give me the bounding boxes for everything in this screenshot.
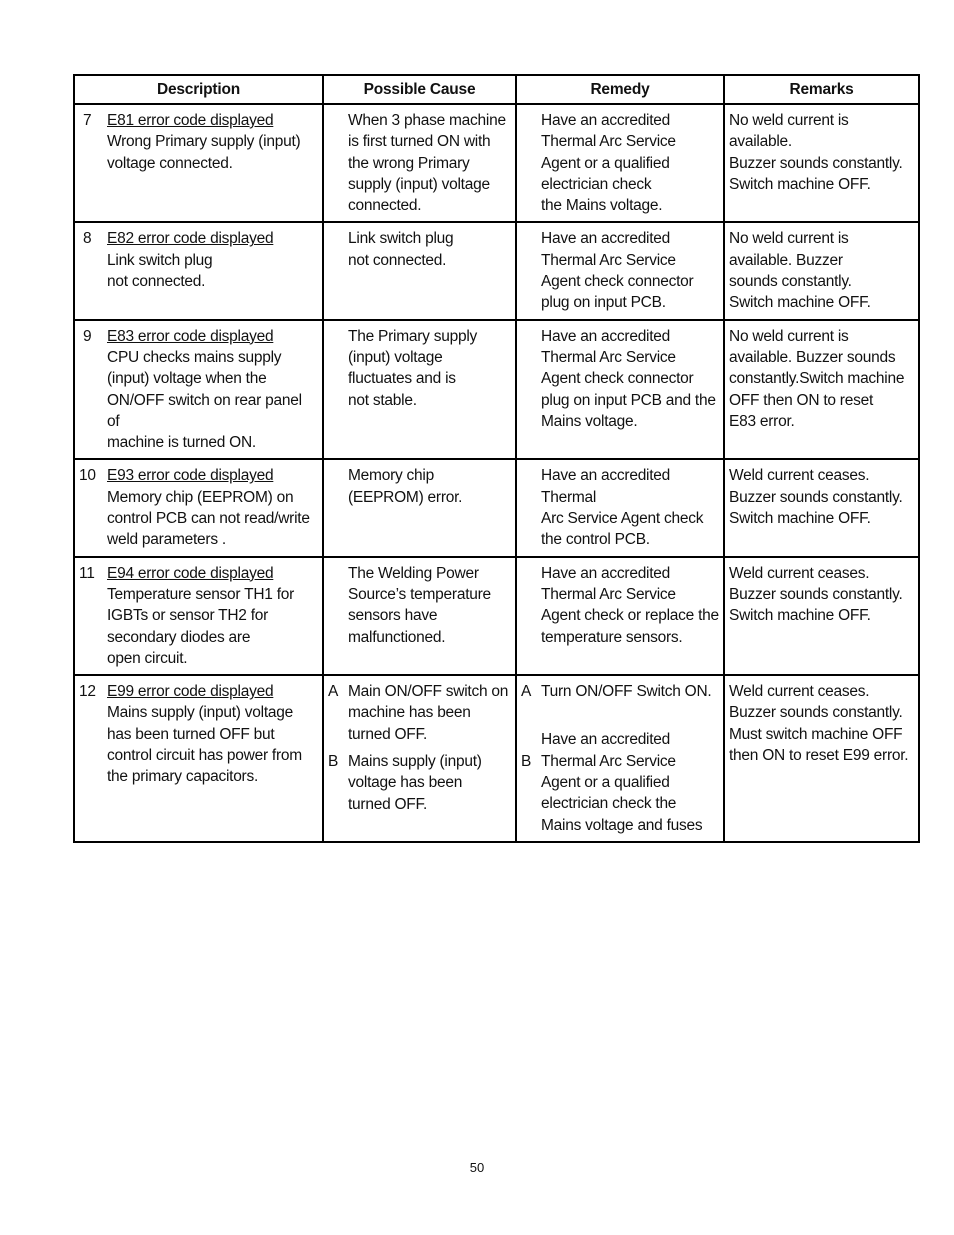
remedy-line: Thermal Arc Service [541,585,676,603]
remedy-line: the control PCB. [541,531,650,549]
description-line: ON/OFF switch on rear panel of [107,391,302,430]
remedy-cell [516,557,724,675]
possible-cause-cell [323,675,516,842]
remedy-line: Agent check or replace the [541,607,719,625]
description-line: CPU checks mains supply [107,348,282,366]
remarks-line: Buzzer sounds constantly. [729,585,903,603]
remedy-line: Agent check connector [541,370,694,388]
description-line: IGBTs or sensor TH2 for [107,607,269,625]
cause-line: (input) voltage [348,348,443,366]
possible-cause-cell [323,222,516,319]
possible-cause-cell [323,320,516,460]
description-line: not connected. [107,273,206,291]
remarks-line: No weld current is [729,112,849,129]
cause-line: is first turned ON with [348,133,491,151]
remedy-line: Agent or a qualified [541,154,670,172]
remarks-line: E83 error. [729,412,795,430]
cause-line: Main ON/OFF switch on [348,683,509,701]
cause-line: the wrong Primary [348,154,470,172]
cause-line: sensors have [348,607,438,625]
remarks-line: Weld current ceases. [729,564,870,582]
table-row-e99 [74,675,919,842]
remedy-line: Have an accredited [541,564,671,582]
description-cell [74,557,323,675]
remedy-cell [516,222,724,319]
cause-line: The Welding Power [348,564,479,582]
remarks-line: sounds constantly. [729,273,852,291]
cause-line: When 3 phase machine [348,112,506,129]
description-line: (input) voltage when the [107,370,267,388]
error-code-title: E83 error code displayed [107,327,274,345]
remedy-line: Have an accredited [541,731,671,749]
table-row [74,320,919,460]
cause-line: voltage has been [348,774,463,792]
error-code-title: E99 error code displayed [107,683,274,701]
cause-line: turned OFF. [348,795,428,813]
possible-cause-cell [323,104,516,222]
remarks-line: available. [729,133,792,151]
possible-cause-cell [323,557,516,675]
remedy-line: Have an accredited [541,230,671,248]
remedy-cell [516,459,724,556]
remarks-line: then ON to reset E99 error. [729,747,909,765]
remedy-letter-a: A [521,683,532,701]
remarks-cell [724,320,919,460]
header-remarks: Remarks [724,75,919,104]
remedy-line: electrician check the [541,795,677,813]
cause-line: fluctuates and is [348,370,456,388]
row-number: 7 [83,112,92,129]
remedy-line: Arc Service Agent check [541,510,704,528]
row-number: 8 [83,230,92,248]
remarks-line: Switch machine OFF. [729,294,871,312]
row-number: 11 [79,564,95,582]
cause-line: machine has been [348,704,471,722]
cause-line: The Primary supply [348,327,478,345]
remarks-line: No weld current is [729,327,849,345]
error-code-title: E81 error code displayed [107,112,274,129]
remedy-line: Thermal Arc Service [541,133,676,151]
remedy-line: plug on input PCB. [541,294,666,312]
description-cell [74,675,323,842]
remarks-line: Weld current ceases. [729,683,870,701]
cause-line: supply (input) voltage [348,175,490,193]
remedy-line: Thermal Arc Service [541,348,676,366]
remarks-cell [724,222,919,319]
description-line: control PCB can not read/write [107,510,310,528]
remarks-cell [724,557,919,675]
remarks-line: Weld current ceases. [729,467,870,485]
remarks-line: available. Buzzer [729,251,843,269]
remarks-line: Buzzer sounds constantly. [729,154,903,172]
description-line: machine is turned ON. [107,434,256,452]
cause-line: Source’s temperature [348,585,491,603]
remarks-line: Switch machine OFF. [729,175,871,193]
table-header-row [74,75,919,104]
remedy-line: Mains voltage and fuses [541,816,703,834]
cause-line: malfunctioned. [348,628,446,646]
remarks-cell [724,104,919,222]
cause-line: turned OFF. [348,725,428,743]
remedy-line: Have an accredited [541,327,671,345]
row-number: 10 [79,467,96,485]
remedy-line: Agent or a qualified [541,774,670,792]
remedy-line: Turn ON/OFF Switch ON. [541,683,712,701]
table-row [74,557,919,675]
remarks-line: Switch machine OFF. [729,607,871,625]
description-cell [74,320,323,460]
remarks-cell [724,459,919,556]
remedy-line: temperature sensors. [541,628,683,646]
cause-line: Link switch plug [348,230,454,248]
description-line: Wrong Primary supply (input) [107,133,301,151]
remarks-line: available. Buzzer sounds [729,348,896,366]
remarks-line: No weld current is [729,230,849,248]
remedy-cell [516,675,724,842]
remedy-letter-b: B [521,752,532,770]
error-code-title: E94 error code displayed [107,564,274,582]
cause-line: Memory chip [348,467,434,485]
header-possible-cause: Possible Cause [323,75,516,104]
description-line: voltage connected. [107,154,233,172]
remedy-line: electrician check [541,175,652,193]
description-line: the primary capacitors. [107,768,259,786]
remedy-cell [516,104,724,222]
cause-line: Mains supply (input) [348,753,482,771]
error-code-title: E82 error code displayed [107,230,274,248]
remedy-line: Have an accredited [541,112,671,129]
description-line: Memory chip (EEPROM) on [107,488,294,506]
remedy-line: plug on input PCB and the [541,391,716,409]
remarks-cell [724,675,919,842]
remedy-cell [516,320,724,460]
remedy-line: Mains voltage. [541,412,638,430]
table-body [74,104,919,675]
description-line: Temperature sensor TH1 for [107,585,295,603]
remarks-line: constantly.Switch machine [729,370,905,388]
table-row [74,459,919,556]
description-line: has been turned OFF but [107,725,275,743]
cause-line: connected. [348,197,422,215]
table-body-e99 [74,675,919,842]
description-line: Mains supply (input) voltage [107,704,293,722]
remarks-line: OFF then ON to reset [729,391,874,409]
table-row [74,222,919,319]
error-code-table [73,74,920,843]
table-row [74,104,919,222]
remedy-line: Thermal [541,488,597,506]
description-line: weld parameters . [107,531,226,549]
description-line: control circuit has power from [107,747,302,765]
remedy-line: Thermal Arc Service [541,251,676,269]
description-line: open circuit. [107,649,188,667]
row-number: 9 [83,327,92,345]
description-cell [74,222,323,319]
remarks-line: Must switch machine OFF [729,725,903,743]
cause-letter-a: A [328,683,339,701]
description-line: Link switch plug [107,251,213,269]
possible-cause-cell [323,459,516,556]
troubleshooting-page [73,74,918,843]
description-line: secondary diodes are [107,628,251,646]
remarks-line: Switch machine OFF. [729,510,871,528]
cause-line: not connected. [348,251,447,269]
cause-line: not stable. [348,391,417,409]
cause-line: (EEPROM) error. [348,488,463,506]
description-cell [74,459,323,556]
remedy-line: Agent check connector [541,273,694,291]
remarks-line: Buzzer sounds constantly. [729,704,903,722]
cause-letter-b: B [328,753,339,771]
row-number: 12 [79,683,96,701]
error-code-title: E93 error code displayed [107,467,274,485]
remedy-line: Thermal Arc Service [541,752,676,770]
remedy-line: the Mains voltage. [541,197,663,215]
remarks-line: Buzzer sounds constantly. [729,488,903,506]
remedy-line: Have an accredited [541,467,671,485]
page-number: 50 [469,1160,485,1175]
header-description: Description [74,75,323,104]
header-remedy: Remedy [516,75,724,104]
description-cell [74,104,323,222]
